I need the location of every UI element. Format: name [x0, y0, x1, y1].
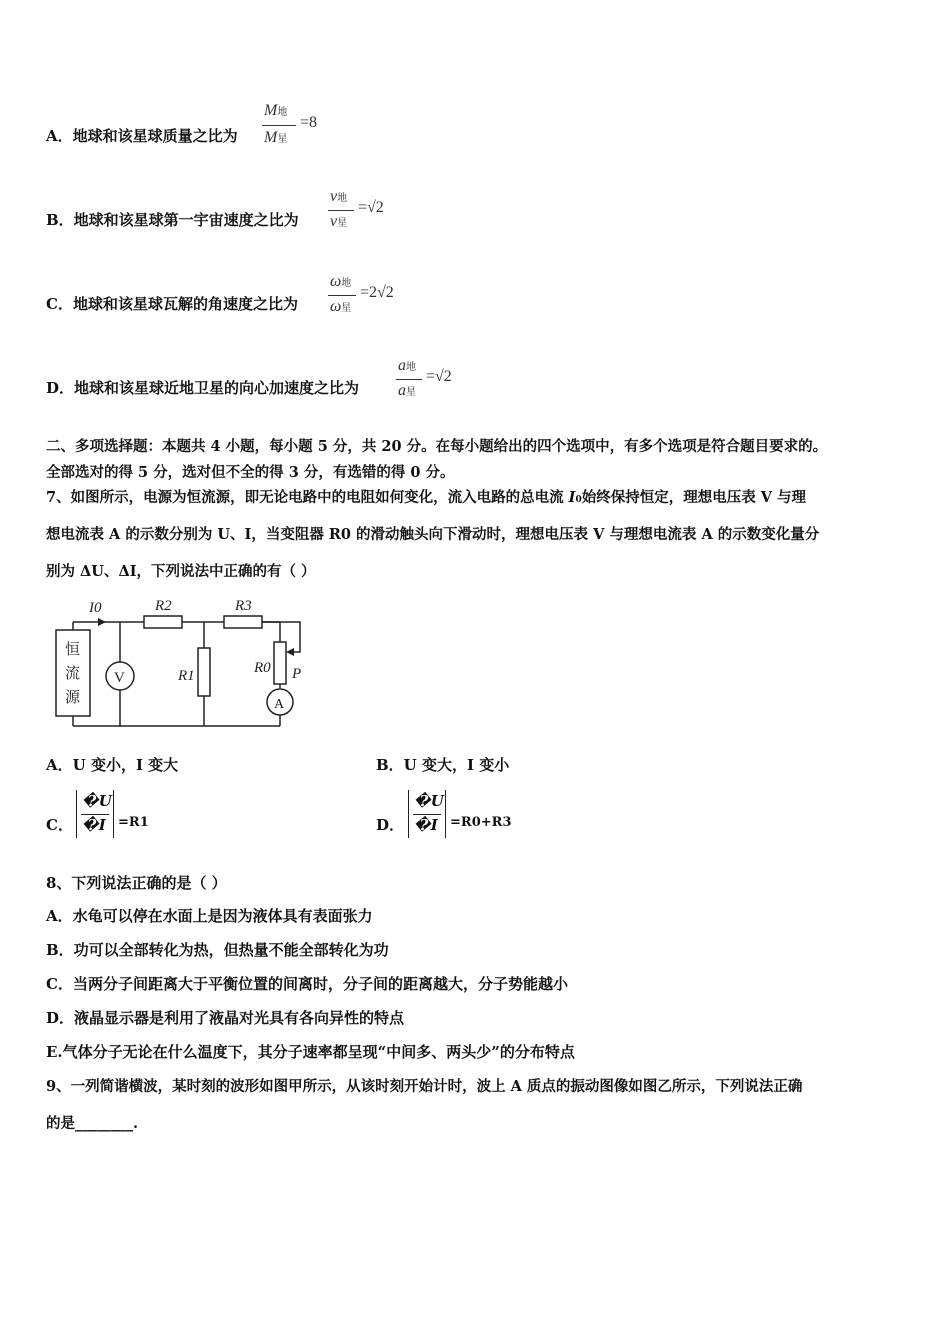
q6-option-c-formula [328, 273, 418, 323]
q6-option-b [46, 210, 299, 230]
source-char-2: 流 [65, 666, 81, 682]
q7-option-d-formula [408, 790, 528, 840]
frac-den-sub: 星 [341, 303, 352, 314]
q7-line1 [46, 488, 806, 510]
frac-den-sub: 星 [406, 387, 416, 398]
q9-line1: 9、一列简谐横波，某时刻的波形如图甲所示，从该时刻开始计时，波上 A 质点的振动图像如图乙所示，下列说法正确 [46, 1078, 803, 1095]
section2-line1: 二、多项选择题：本题共 4 小题，每小题 5 分，共 20 分。在每小题给出的四个选项中，有多个选项是符合题目要求的。 [46, 438, 828, 455]
q7-option-c-formula [76, 790, 186, 840]
label-r3: R3 [235, 598, 252, 614]
label-a: A [274, 697, 285, 712]
q7-line3: 别为 ΔU、ΔI，下列说法中正确的有（ ） [46, 563, 316, 580]
circuit-diagram [48, 592, 310, 734]
frac-num: M [264, 102, 278, 119]
rheostat-r0 [274, 642, 286, 684]
frac-num-sub: 地 [277, 107, 288, 118]
q7-option-d-label: D． [376, 816, 405, 834]
frac-num-sub: 地 [406, 362, 416, 373]
label-p: P [292, 666, 302, 682]
q7-option-a: A．U 变小，I 变大 [46, 756, 179, 774]
q9-line2: 的是________. [46, 1115, 139, 1132]
q8-option-b: B．功可以全部转化为热，但热量不能全部转化为功 [46, 941, 389, 959]
q6-option-d-label: D．地球和该星球近地卫星的向心加速度之比为 [46, 379, 360, 397]
frac-den: a [398, 382, 406, 399]
resistor-r1 [198, 648, 210, 696]
q7-option-b: B．U 变大，I 变小 [376, 756, 510, 774]
frac-den: M [264, 129, 278, 146]
q6-option-d [46, 378, 359, 398]
frac-num-sub: 地 [337, 193, 348, 204]
frac-rhs: =√2 [426, 368, 452, 385]
frac-num: �U [82, 792, 112, 810]
q8-option-a: A．水龟可以停在水面上是因为液体具有表面张力 [46, 907, 373, 925]
source-char-1: 恒 [65, 642, 81, 658]
frac-rhs: =8 [300, 114, 318, 131]
q6-option-a [46, 126, 238, 146]
q7-line1-sub: 0 [575, 495, 582, 505]
frac-rhs: =R0+R3 [450, 815, 512, 830]
q8-option-c: C．当两分子间距离大于平衡位置的间离时，分子间的距离越大，分子势能越小 [46, 975, 568, 993]
label-r1: R1 [178, 668, 195, 684]
frac-den: ω [330, 298, 342, 315]
label-i0: I0 [89, 600, 102, 616]
frac-rhs: =2√2 [360, 284, 394, 301]
frac-rhs: =√2 [358, 199, 384, 216]
q6-option-b-label: B．地球和该星球第一宇宙速度之比为 [46, 211, 299, 229]
frac-rhs: =R1 [118, 815, 149, 830]
q8-option-d: D．液晶显示器是利用了液晶对光具有各向异性的特点 [46, 1009, 405, 1027]
frac-den: �I [414, 816, 438, 834]
frac-den: v [330, 213, 338, 230]
frac-den-sub: 星 [337, 218, 348, 229]
frac-num: a [398, 357, 406, 374]
frac-num: v [330, 188, 338, 205]
source-char-3: 源 [65, 690, 81, 706]
q7-line1-var: I [568, 489, 576, 506]
section2-line2: 全部选对的得 5 分，选对但不全的得 3 分，有选错的得 0 分。 [46, 464, 455, 481]
q6-option-b-formula [328, 188, 408, 238]
frac-num: �U [414, 792, 444, 810]
frac-num: ω [330, 273, 342, 290]
q6-option-c [46, 294, 298, 314]
q6-option-d-formula [396, 357, 476, 407]
frac-num-sub: 地 [341, 278, 352, 289]
q6-option-c-label: C．地球和该星球瓦解的角速度之比为 [46, 295, 298, 313]
q6-option-a-label: A．地球和该星球质量之比为 [46, 127, 238, 145]
frac-den: �I [82, 816, 106, 834]
label-r0: R0 [254, 660, 271, 676]
q8-stem: 8、下列说法正确的是（ ） [46, 874, 227, 892]
q6-option-a-formula [262, 102, 342, 152]
label-v: V [114, 670, 125, 686]
q7-option-c-label: C． [46, 816, 73, 834]
q8-option-e: E.气体分子无论在什么温度下，其分子速率都呈现“中间多、两头少”的分布特点 [46, 1043, 575, 1061]
resistor-r3 [224, 616, 262, 628]
q7-line2: 想电流表 A 的示数分别为 U、I，当变阻器 R0 的滑动触头向下滑动时，理想电压表 V 与理想电流表 A 的示数变化量分 [46, 526, 820, 543]
q7-line1-a: 7、如图所示，电源为恒流源，即无论电路中的电阻如何变化，流入电路的总电流 [46, 489, 569, 506]
frac-den-sub: 星 [277, 134, 288, 145]
resistor-r2 [144, 616, 182, 628]
label-r2: R2 [155, 598, 172, 614]
q7-line1-b: 始终保持恒定，理想电压表 V 与理 [581, 489, 807, 506]
